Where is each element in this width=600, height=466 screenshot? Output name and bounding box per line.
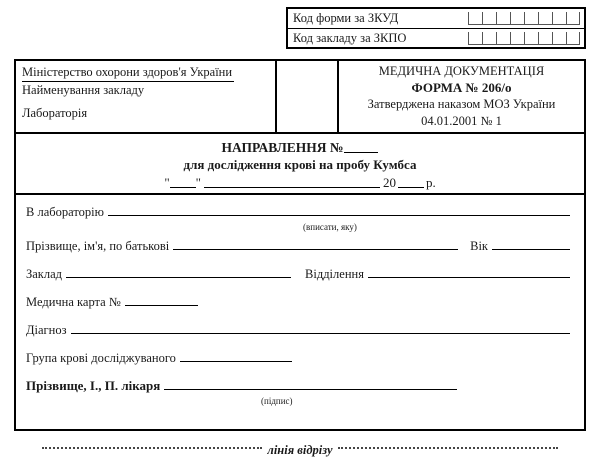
institution-label: Заклад [26,267,63,281]
diagnosis-input[interactable] [71,321,570,334]
code-cell[interactable] [566,12,580,25]
code-cell[interactable] [538,32,552,45]
doc-type-line: МЕДИЧНА ДОКУМЕНТАЦІЯ [378,64,545,78]
field-row-institution [16,265,584,290]
code-cells-zkpo [468,32,584,45]
code-cell[interactable] [482,32,496,45]
code-cell[interactable] [496,12,510,25]
tear-off-dots-left [42,446,262,449]
blood-group-label: Група крові досліджуваного [26,351,176,365]
code-row-zkpo [288,28,584,47]
ministry-name: Міністерство охорони здоров'я України [22,64,234,82]
code-cell[interactable] [552,12,566,25]
medical-card-label: Медична карта № [26,295,121,309]
form-number-line: ФОРМА № 206/о [411,79,512,95]
referral-number-blank[interactable] [344,152,378,153]
field-row-blood-group [16,349,584,374]
department-label: Відділення [305,267,364,281]
code-cell[interactable] [496,32,510,45]
referral-title [16,139,584,156]
doctor-signature-input[interactable] [164,377,457,390]
form-body [16,195,584,429]
code-cell[interactable] [468,32,482,45]
laboratory-label[interactable]: Лабораторія [22,106,88,120]
code-cell[interactable] [468,12,482,25]
date-quote-open: " [164,175,170,190]
code-label-zkpo: Код закладу за ЗКПО [293,30,407,45]
date-year-prefix: 20 [382,175,396,190]
full-name-label: Прізвище, ім'я, по батькові [26,239,170,253]
date-day-blank[interactable] [170,187,196,188]
field-row-laboratory [16,203,584,232]
code-cell[interactable] [510,32,524,45]
approval-date-line: 04.01.2001 № 1 [421,113,502,128]
medical-card-input[interactable] [125,293,198,306]
tear-off-label: лінія відрізу [267,443,333,457]
code-cell[interactable] [566,32,580,45]
code-cell[interactable] [524,32,538,45]
code-cell[interactable] [510,12,524,25]
organization-cell [16,61,277,132]
field-row-medical-card [16,293,584,318]
referral-subtitle: для дослідження крові на пробу Кумбса [183,157,417,172]
department-input[interactable] [368,265,570,278]
doctor-name-label: Прізвище, І., П. лікаря [26,378,161,393]
code-cell[interactable] [538,12,552,25]
code-cell[interactable] [552,32,566,45]
date-quote-close: " [195,175,201,190]
code-box [286,7,586,49]
form-header [16,61,584,134]
document-info-cell [339,61,584,132]
institution-input[interactable] [66,265,291,278]
doctor-signature-hint: (підпис) [261,396,293,406]
field-row-diagnosis [16,321,584,346]
full-name-input[interactable] [173,237,458,250]
field-row-full-name [16,237,584,262]
blood-group-input[interactable] [180,349,292,362]
tear-off-dots-right [338,446,558,449]
diagnosis-label: Діагноз [26,323,67,337]
code-cell[interactable] [524,12,538,25]
referral-date-line [16,174,584,192]
code-label-zkud: Код форми за ЗКУД [293,11,399,26]
field-row-doctor [16,377,584,406]
referral-title-text: НАПРАВЛЕННЯ № [221,140,344,155]
code-cell[interactable] [482,12,496,25]
form-title-block [16,134,584,195]
form-frame [14,59,586,431]
approval-line: Затверджена наказом МОЗ України [367,97,556,111]
age-input[interactable] [492,237,570,250]
code-row-zkud [288,9,584,28]
laboratory-hint: (вписати, яку) [303,222,357,232]
date-year-suffix: р. [425,175,436,190]
date-year-blank[interactable] [398,187,424,188]
header-spacer-cell [277,61,339,132]
institution-name-label[interactable]: Найменування закладу [22,83,145,97]
code-cells-zkud [468,12,584,25]
laboratory-input[interactable] [108,203,570,216]
age-label: Вік [470,239,488,253]
date-month-blank[interactable] [204,187,380,188]
tear-off-line [42,444,558,457]
laboratory-label: В лабораторію [26,205,104,219]
